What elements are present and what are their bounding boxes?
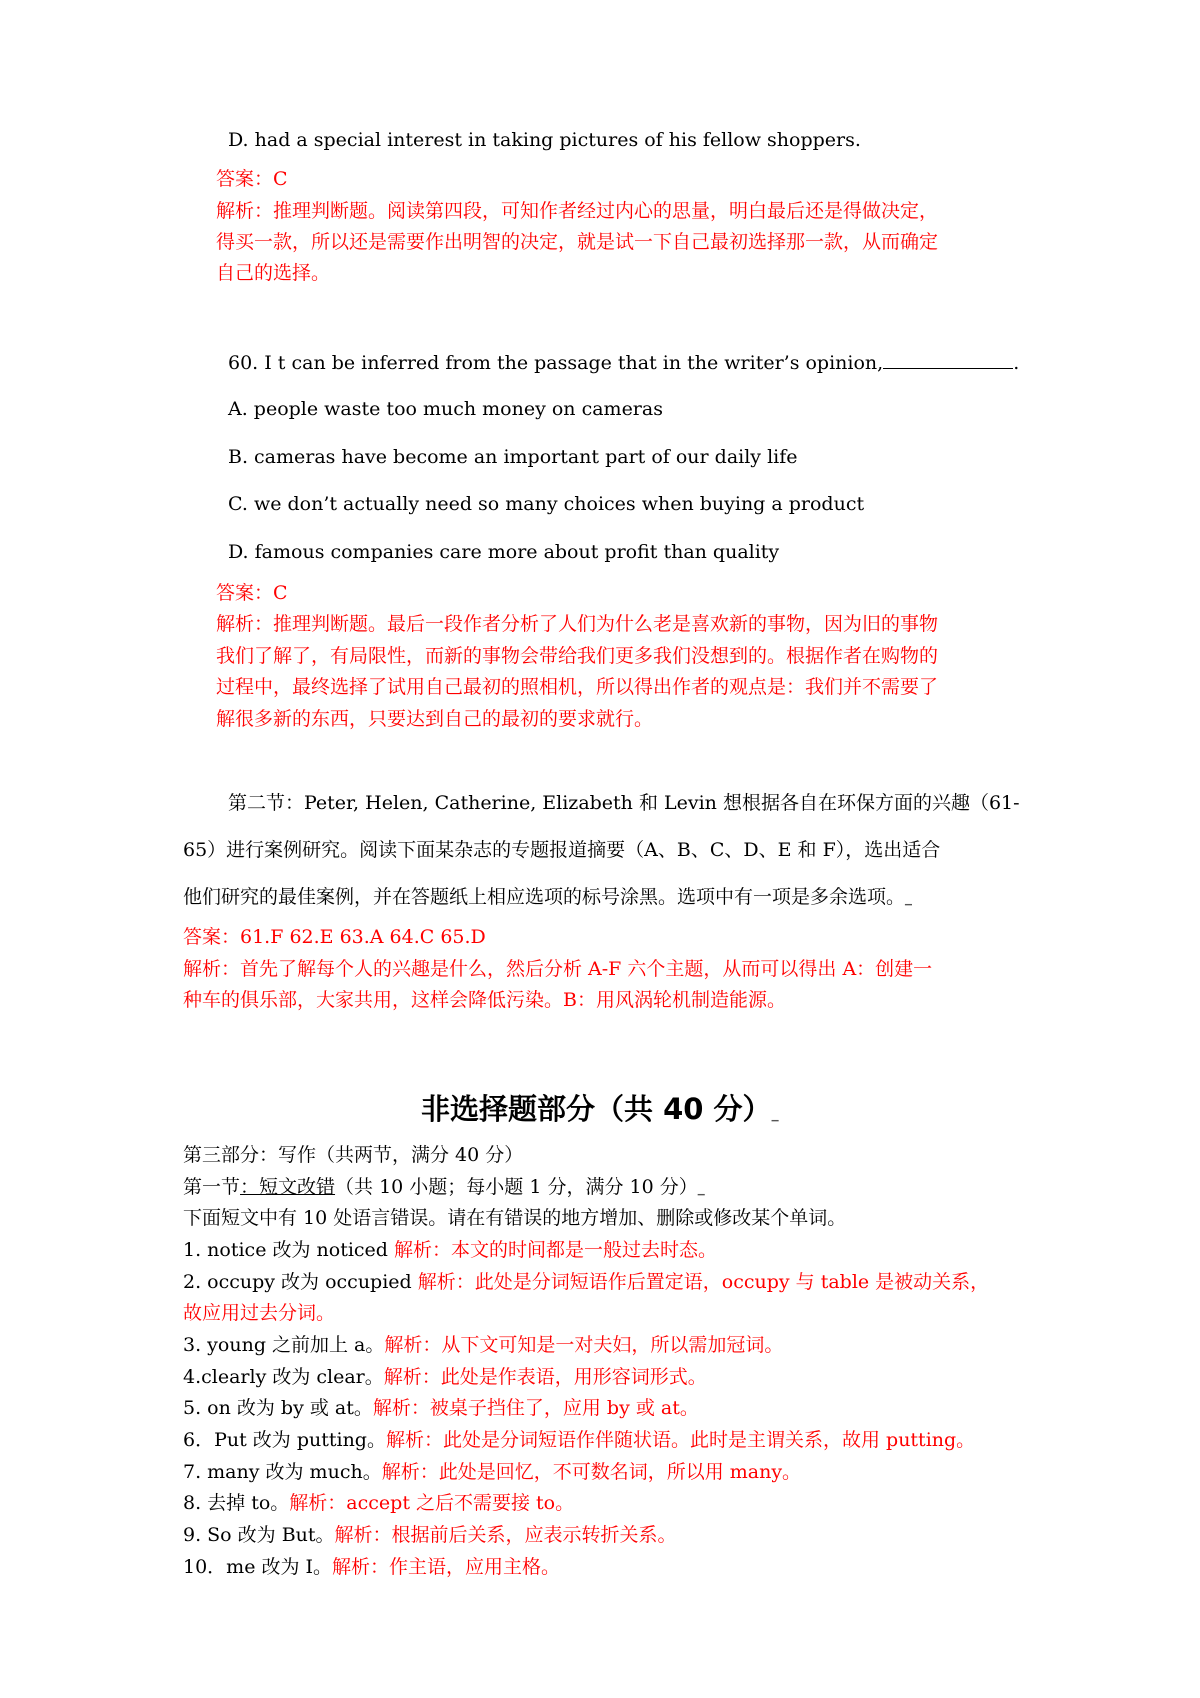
correction-item-6 bbox=[183, 1428, 975, 1452]
correction-note: 解析：此处是分词短语作后置定语，occupy 与 table 是被动关系， bbox=[411, 1271, 990, 1293]
section2-answer: 答案：61.F 62.E 63.A 64.C 65.D bbox=[183, 926, 486, 948]
correction-note: 解析：accept 之后不需要接 to。 bbox=[289, 1492, 575, 1514]
section2-intro-line-3-text: 他们研究的最佳案例，并在答题纸上相应选项的标号涂黑。选项中有一项是多余选项。 bbox=[183, 886, 906, 908]
correction-note: 解析：被桌子挡住了，应用 by 或 at。 bbox=[372, 1397, 699, 1419]
correction-item-3 bbox=[183, 1333, 783, 1357]
edit-mark: ▁ bbox=[905, 896, 912, 906]
q59-option-d: D. had a special interest in taking pictures of his fellow shoppers. bbox=[228, 129, 861, 151]
q60-option-d: D. famous companies care more about profit than quality bbox=[228, 541, 780, 563]
part3-subheading bbox=[183, 1175, 705, 1203]
q60-analysis-line-4: 解很多新的东西，只要达到自己的最初的要求就行。 bbox=[216, 708, 654, 730]
part3-sub-prefix: 第一节 bbox=[183, 1176, 241, 1198]
correction-item-2-cont bbox=[183, 1301, 335, 1325]
part-title-text: 非选择题部分（共 40 分） bbox=[421, 1092, 772, 1126]
q60-option-b: B. cameras have become an important part of our daily life bbox=[228, 446, 798, 468]
q59-analysis-line-1: 解析：推理判断题。阅读第四段，可知作者经过内心的思量，明白最后还是得做决定， bbox=[216, 200, 939, 222]
q60-option-a: A. people waste too much money on cameras bbox=[228, 398, 663, 420]
section2-analysis-line-2: 种车的俱乐部，大家共用，这样会降低污染。B：用风涡轮机制造能源。 bbox=[183, 989, 786, 1011]
part-title bbox=[421, 1091, 778, 1135]
correction-text: 4.clearly 改为 clear。 bbox=[183, 1366, 384, 1388]
correction-note: 解析：作主语，应用主格。 bbox=[332, 1556, 561, 1578]
q60-analysis-line-3: 过程中，最终选择了试用自己最初的照相机，所以得出作者的观点是：我们并不需要了 bbox=[216, 676, 939, 698]
q59-analysis-line-2: 得买一款，所以还是需要作出明智的决定，就是试一下自己最初选择那一款，从而确定 bbox=[216, 231, 939, 253]
correction-text: 2. occupy 改为 occupied bbox=[183, 1271, 412, 1293]
q60-answer: 答案：C bbox=[216, 582, 288, 604]
correction-item-9 bbox=[183, 1523, 677, 1547]
part3-sub-link: ：短文改错 bbox=[240, 1176, 336, 1198]
correction-text: 3. young 之前加上 a。 bbox=[183, 1334, 385, 1356]
correction-text: 5. on 改为 by 或 at。 bbox=[183, 1397, 373, 1419]
correction-text: 10．me 改为 I。 bbox=[183, 1556, 333, 1578]
correction-note: 解析：此处是作表语，用形容词形式。 bbox=[383, 1366, 707, 1388]
q60-analysis-line-2: 我们了解了，有局限性，而新的事物会带给我们更多我们没想到的。根据作者在购物的 bbox=[216, 645, 939, 667]
correction-item-7 bbox=[183, 1460, 801, 1484]
correction-note: 解析：此处是分词短语作伴随状语。此时是主谓关系，故用 putting。 bbox=[385, 1429, 976, 1451]
correction-text: 6．Put 改为 putting。 bbox=[183, 1429, 386, 1451]
correction-text: 9. So 改为 But。 bbox=[183, 1524, 335, 1546]
q60-answer-blank bbox=[883, 350, 1013, 369]
correction-item-2 bbox=[183, 1270, 989, 1294]
correction-note: 解析：此处是回忆，不可数名词，所以用 many。 bbox=[381, 1461, 802, 1483]
q60-stem bbox=[228, 350, 1019, 375]
q60-analysis-line-1: 解析：推理判断题。最后一段作者分析了人们为什么老是喜欢新的事物，因为旧的事物 bbox=[216, 613, 939, 635]
correction-item-8 bbox=[183, 1491, 574, 1515]
q59-answer: 答案：C bbox=[216, 168, 288, 190]
correction-note: 解析：从下文可知是一对夫妇，所以需加冠词。 bbox=[384, 1334, 784, 1356]
correction-note: 解析：本文的时间都是一般过去时态。 bbox=[387, 1239, 718, 1261]
section2-intro-line-2: 65）进行案例研究。阅读下面某杂志的专题报道摘要（A、B、C、D、E 和 F），选出适合 bbox=[183, 839, 941, 861]
correction-item-10 bbox=[183, 1555, 560, 1579]
part3-instruction: 下面短文中有 10 处语言错误。请在有错误的地方增加、删除或修改某个单词。 bbox=[183, 1207, 847, 1229]
correction-note: 故应用过去分词。 bbox=[183, 1302, 336, 1324]
correction-note: 解析：根据前后关系，应表示转折关系。 bbox=[334, 1524, 677, 1546]
edit-mark: ▁ bbox=[697, 1186, 705, 1196]
correction-item-4 bbox=[183, 1365, 707, 1389]
q60-option-c: C. we don’t actually need so many choices when buying a product bbox=[228, 493, 865, 515]
q60-stem-text: 60. I t can be inferred from the passage that in the writer’s opinion, bbox=[228, 352, 884, 374]
section2-intro-line-1: 第二节：Peter, Helen, Catherine, Elizabeth 和 Levin 想根据各自在环保方面的兴趣（61- bbox=[228, 792, 1020, 814]
section2-analysis-line-1: 解析：首先了解每个人的兴趣是什么，然后分析 A-F 六个主题，从而可以得出 A：创建一 bbox=[183, 958, 933, 980]
q59-analysis-line-3: 自己的选择。 bbox=[216, 262, 331, 284]
correction-item-1 bbox=[183, 1238, 717, 1262]
correction-text: 7. many 改为 much。 bbox=[183, 1461, 382, 1483]
correction-text: 8. 去掉 to。 bbox=[183, 1492, 290, 1514]
part3-heading: 第三部分：写作（共两节，满分 40 分） bbox=[183, 1144, 524, 1166]
q60-stem-end: . bbox=[1013, 352, 1020, 374]
correction-item-5 bbox=[183, 1396, 699, 1420]
part3-sub-suffix: （共 10 小题；每小题 1 分，满分 10 分） bbox=[335, 1176, 698, 1198]
edit-mark: ▁ bbox=[771, 1112, 779, 1122]
section2-intro-line-3 bbox=[183, 885, 912, 913]
correction-text: 1. notice 改为 noticed bbox=[183, 1239, 388, 1261]
